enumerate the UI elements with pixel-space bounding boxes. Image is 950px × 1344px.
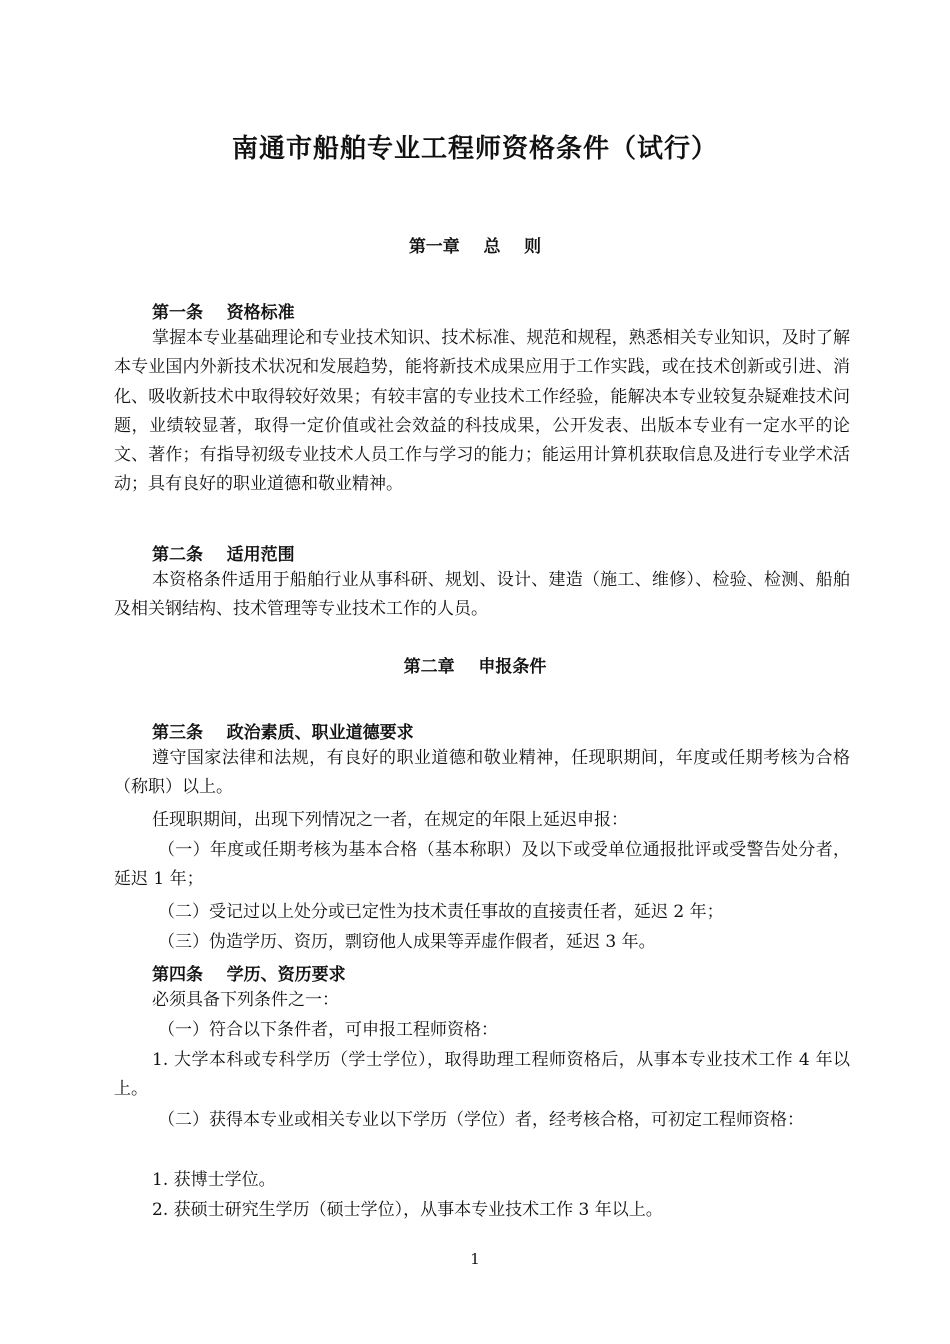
article-3-item-2: （二）受记过以上处分或已定性为技术责任事故的直接责任者，延迟 2 年； — [158, 902, 724, 922]
article-4-sub-2-item-1: 1. 获博士学位。 — [152, 1170, 276, 1190]
article-4-sub-2: （二）获得本专业或相关专业以下学历（学位）者，经考核合格，可初定工程师资格： — [158, 1110, 804, 1130]
document-title: 南通市船舶专业工程师资格条件（试行） — [231, 134, 718, 164]
chapter-1-heading: 第一章 总 则 — [408, 237, 542, 257]
article-1-text: 掌握本专业基础理论和专业技术知识、技术标准、规范和规程，熟悉相关专业知识，及时了解本专业国内外新技术状况和发展趋势，能将新技术成果应用于工作实践，或在技术创新或引进、消化、吸收新技术中取得较好效果；有较丰富的专业技术工作经验，能解决本专业较复杂疑难技术问题，业绩较显著，取得一定价值或社会效益的科技成果，公开发表、出版本专业有一定水平的论文、著作；有指导初级专业技术人员工作与学习的能力；能运用计算机获取信息及进行专业学术活动；具有良好的职业道德和敬业精神。 — [114, 328, 850, 495]
article-4-heading: 第四条 学历、资历要求 — [152, 965, 346, 985]
article-2-text: 本资格条件适用于船舶行业从事科研、规划、设计、建造（施工、维修）、检验、检测、船舶及相关钢结构、技术管理等专业技术工作的人员。 — [114, 570, 850, 620]
article-4-sub-1-item-1: 1. 大学本科或专科学历（学士学位），取得助理工程师资格后，从事本专业技术工作 4 年以上。 — [114, 1050, 850, 1100]
article-1-heading: 第一条 资格标准 — [152, 303, 295, 323]
article-4-sub-2-item-2: 2. 获硕士研究生学历（硕士学位），从事本专业技术工作 3 年以上。 — [152, 1200, 663, 1220]
article-3-text: 遵守国家法律和法规，有良好的职业道德和敬业精神，任现职期间，年度或任期考核为合格（称职）以上。 — [114, 748, 850, 798]
chapter-2-heading: 第二章 申报条件 — [403, 657, 547, 677]
article-3-intro: 任现职期间，出现下列情况之一者，在规定的年限上延迟申报： — [152, 810, 628, 830]
article-2-heading: 第二条 适用范围 — [152, 545, 295, 565]
article-3-item-3: （三）伪造学历、资历，剽窃他人成果等弄虚作假者，延迟 3 年。 — [158, 932, 656, 952]
article-4-sub-1: （一）符合以下条件者，可申报工程师资格： — [158, 1020, 498, 1040]
article-3-heading: 第三条 政治素质、职业道德要求 — [152, 723, 414, 743]
page-number: 1 — [470, 1250, 480, 1268]
article-3-item-1: （一）年度或任期考核为基本合格（基本称职）及以下或受单位通报批评或受警告处分者，延迟 1 年； — [114, 840, 850, 890]
article-4-intro: 必须具备下列条件之一： — [152, 990, 339, 1010]
